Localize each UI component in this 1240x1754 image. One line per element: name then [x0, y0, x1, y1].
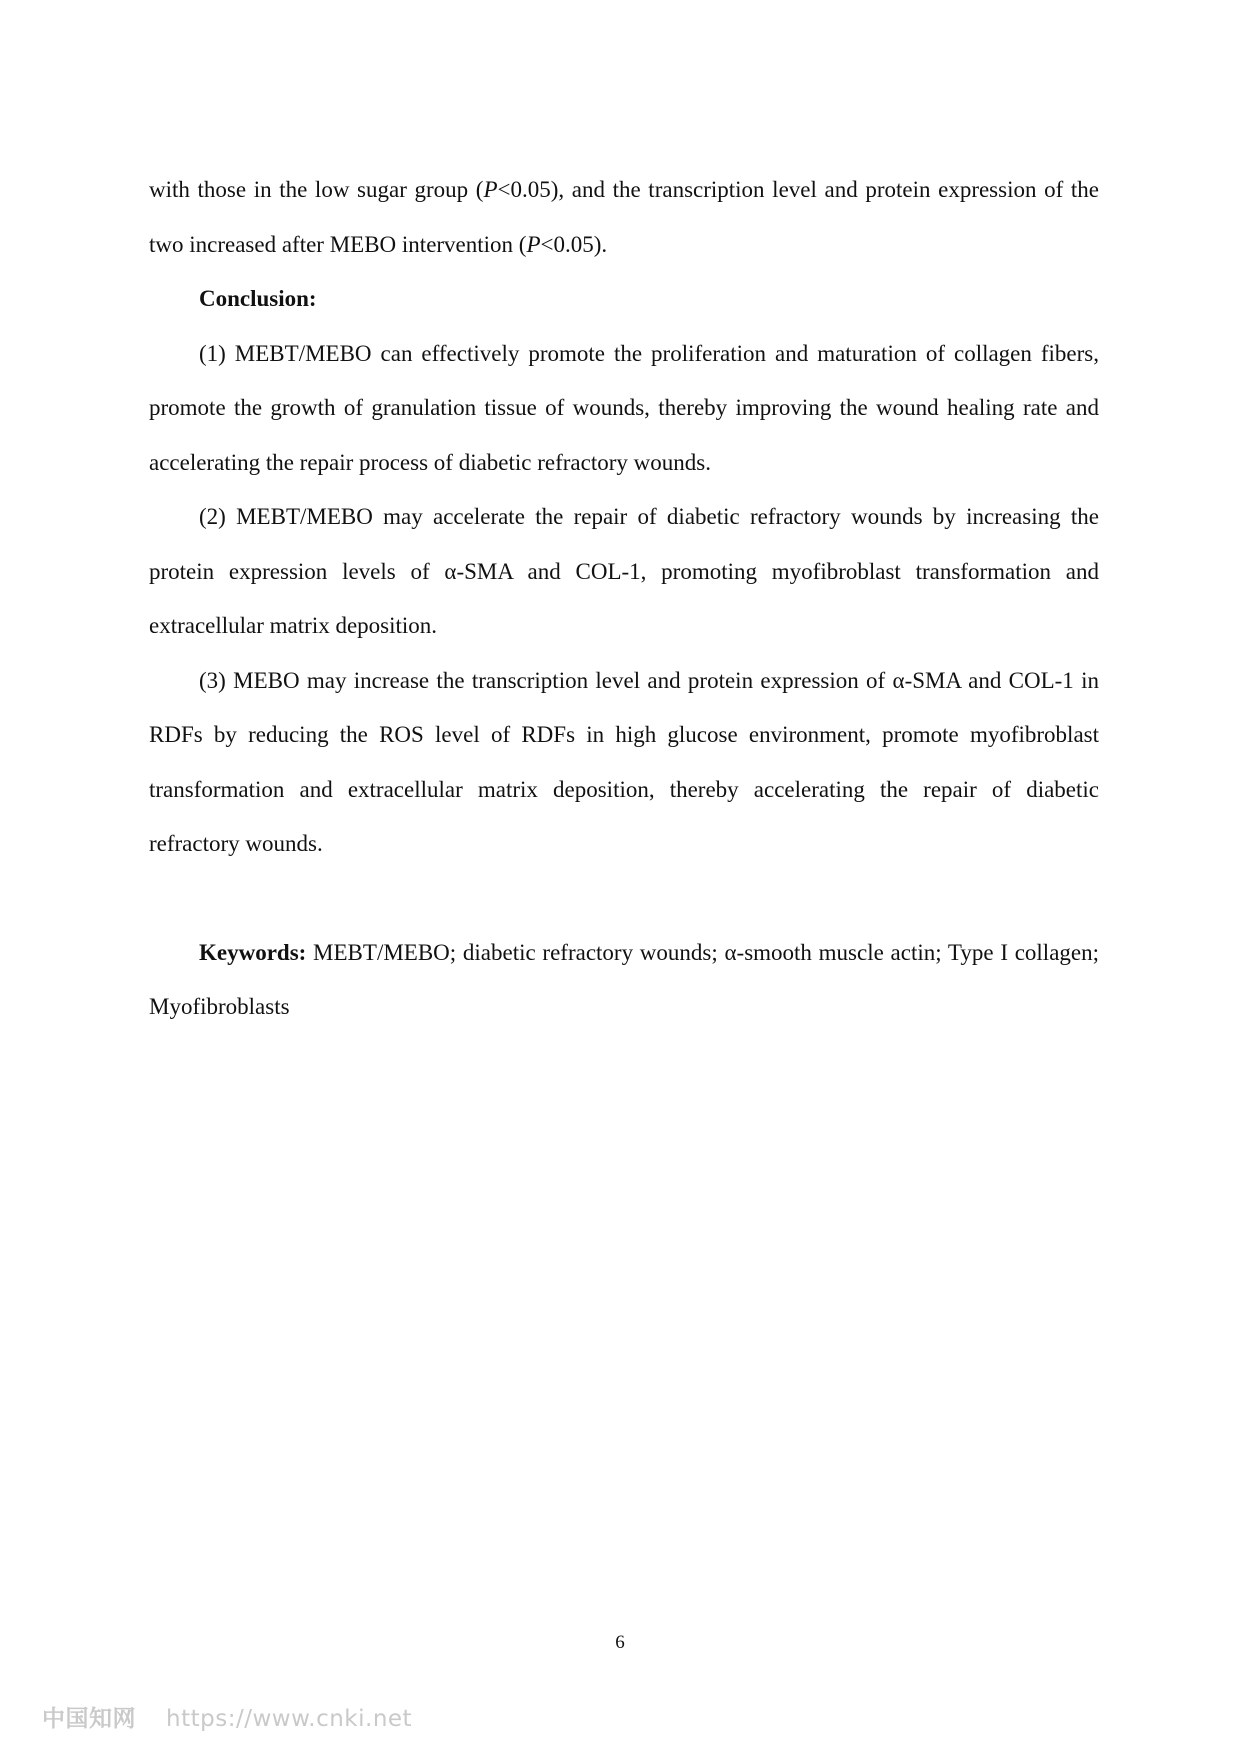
keywords-paragraph: [149, 926, 1099, 1035]
conclusion-item-3: (3) MEBO may increase the transcription level and protein expression of α-SMA and COL-1 in RDFs by reducing the ROS level of RDFs in high glucose environment, promote myofibroblast transformation and extracellular matrix deposition, thereby accelerating the repair of diabetic refractory wounds.: [149, 667, 1099, 856]
cnki-watermark: [42, 1700, 412, 1733]
conclusion-item-2: (2) MEBT/MEBO may accelerate the repair of diabetic refractory wounds by increasing the protein expression levels of α-SMA and COL-1, promoting myofibroblast transformation and extracellular matrix deposition.: [149, 504, 1099, 638]
watermark-brand: 中国知网: [42, 1706, 136, 1732]
keywords-list: MEBT/MEBO; diabetic refractory wounds; α-smooth muscle actin; Type I collagen; Myofibroblasts: [149, 939, 1099, 1019]
watermark-url: https://www.cnki.net: [166, 1706, 413, 1732]
text-run: <0.05).: [540, 231, 608, 257]
p-value-symbol: P: [483, 177, 498, 202]
result-paragraph-continuation: [149, 163, 1099, 272]
conclusion-heading: Conclusion:: [199, 286, 317, 311]
conclusion-item-1: (1) MEBT/MEBO can effectively promote the proliferation and maturation of collagen fibers, promote the growth of granulation tissue of wounds, thereby improving the wound healing rate and accelerating the repair process of diabetic refractory wounds.: [149, 340, 1099, 475]
keywords-label: Keywords:: [199, 939, 307, 965]
text-run: <0.05), and the transcription level and protein expression of the two increased after MEBO intervention (: [149, 177, 1099, 257]
p-value-symbol: P: [526, 231, 541, 257]
text-run: with those in the low sugar group (: [149, 177, 484, 202]
page-number: 6: [615, 1632, 625, 1653]
page-body: [149, 163, 1099, 1035]
